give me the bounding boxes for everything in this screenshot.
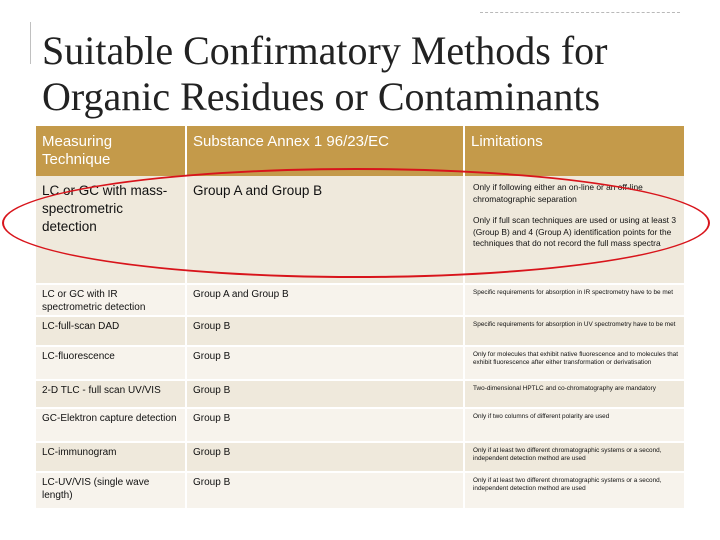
limitation-text: Only if following either an on-line or an off-line chromatographic separation: [473, 182, 643, 204]
decorative-dashed-line: [480, 12, 680, 13]
table-row: [36, 284, 684, 316]
substance-cell: Group B: [186, 380, 464, 408]
substance-cell: Group A and Group B: [186, 284, 464, 316]
technique-cell: LC-fluorescence: [36, 346, 186, 380]
limitations-cell: Specific requirements for absorption in IR spectrometry have to be met: [464, 284, 684, 316]
substance-cell: Group B: [186, 472, 464, 508]
table-header-row: [36, 126, 684, 176]
header-substance: Substance Annex 1 96/23/EC: [186, 126, 464, 176]
technique-cell: 2-D TLC - full scan UV/VIS: [36, 380, 186, 408]
technique-cell: LC-immunogram: [36, 442, 186, 472]
table-row: [36, 176, 684, 284]
substance-cell: Group B: [186, 442, 464, 472]
limitations-cell: Only if two columns of different polarity are used: [464, 408, 684, 442]
table-row: [36, 380, 684, 408]
technique-cell: GC-Elektron capture detection: [36, 408, 186, 442]
table-row: [36, 472, 684, 508]
technique-cell: LC-UV/VIS (single wave length): [36, 472, 186, 508]
slide-title: Suitable Confirmatory Methods for Organic Residues or Contaminants: [42, 28, 608, 119]
limitations-cell: Two-dimensional HPTLC and co-chromatography are mandatory: [464, 380, 684, 408]
limitations-cell: Only if at least two different chromatographic systems or a second, independent detection method are used: [464, 472, 684, 508]
table-row: [36, 316, 684, 346]
limitations-cell: Only for molecules that exhibit native fluorescence and to molecules that exhibit fluorescence after either transformation or derivatisation: [464, 346, 684, 380]
limitations-cell: Only if at least two different chromatographic systems or a second, independent detection method are used: [464, 442, 684, 472]
substance-cell: Group A and Group B: [186, 176, 464, 284]
header-technique: Measuring Technique: [36, 126, 186, 176]
limitations-cell: Specific requirements for absorption in UV spectrometry have to be met: [464, 316, 684, 346]
technique-cell: LC or GC with IR spectrometric detection: [36, 284, 186, 316]
decorative-vertical-line: [30, 22, 31, 64]
substance-cell: Group B: [186, 346, 464, 380]
methods-table: [36, 126, 684, 508]
limitation-text: Only if full scan techniques are used or using at least 3 (Group B) and 4 (Group A) identification points for the techniques that do not record the full mass spectra: [473, 215, 676, 248]
header-limitations: Limitations: [464, 126, 684, 176]
substance-cell: Group B: [186, 408, 464, 442]
technique-cell: LC-full-scan DAD: [36, 316, 186, 346]
substance-cell: Group B: [186, 316, 464, 346]
table-row: [36, 442, 684, 472]
technique-cell: LC or GC with mass-spectrometric detection: [36, 176, 186, 284]
limitations-cell: [464, 176, 684, 284]
table-row: [36, 346, 684, 380]
table-row: [36, 408, 684, 442]
